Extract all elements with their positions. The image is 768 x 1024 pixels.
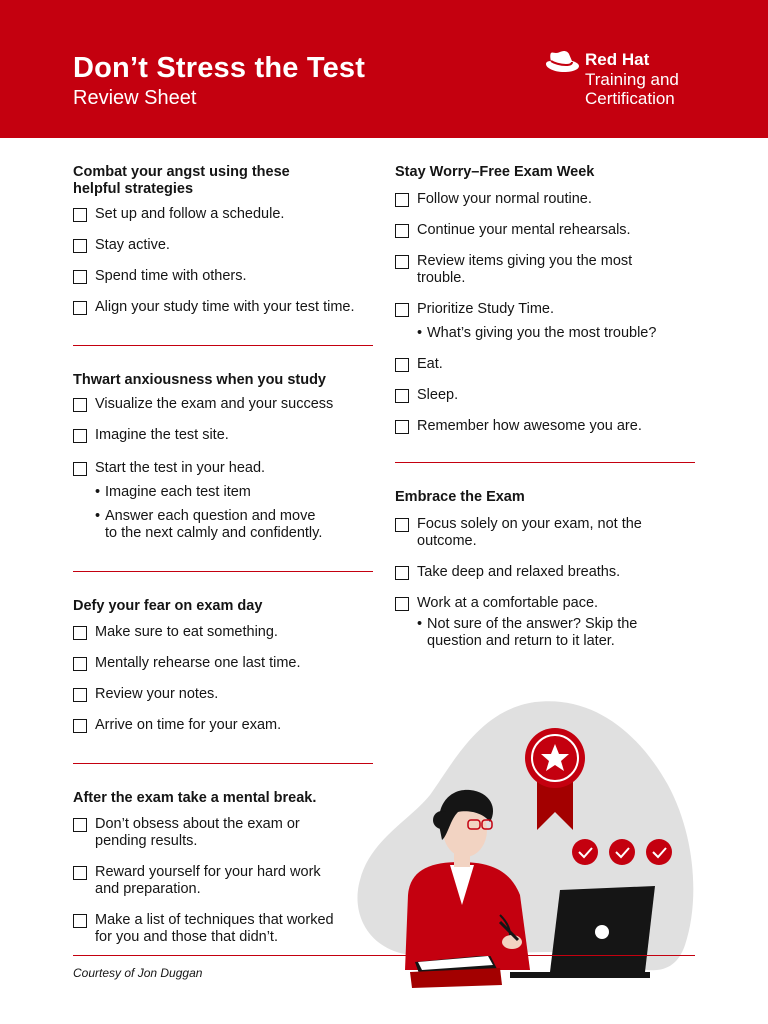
- checklist-item-label: for you and those that didn’t.: [95, 929, 278, 945]
- section-heading: [73, 164, 373, 198]
- section-heading-line: helpful strategies: [73, 181, 194, 197]
- checklist-item-label: Prioritize Study Time.: [417, 301, 554, 317]
- sub-item: [395, 616, 695, 650]
- section-combat-angst: [73, 164, 373, 316]
- checkbox[interactable]: [73, 866, 87, 880]
- checklist-item-label: Don’t obsess about the exam or: [95, 816, 300, 832]
- bullet-icon: •: [417, 616, 423, 632]
- section-divider: [73, 345, 373, 346]
- checkbox[interactable]: [73, 688, 87, 702]
- checkmark-icon: [646, 839, 672, 865]
- checkbox[interactable]: [395, 358, 409, 372]
- checkbox[interactable]: [73, 239, 87, 253]
- checklist-item: [73, 427, 373, 444]
- courtesy-credit: Courtesy of Jon Duggan: [73, 966, 203, 980]
- checklist-item: [73, 717, 373, 734]
- section-heading: Defy your fear on exam day: [73, 598, 263, 614]
- section-heading: Embrace the Exam: [395, 489, 525, 505]
- checklist-item: [73, 912, 373, 946]
- page-subtitle: Review Sheet: [73, 87, 197, 109]
- checkmark-icon: [572, 839, 598, 865]
- checkbox[interactable]: [395, 389, 409, 403]
- checklist-item: [73, 655, 373, 672]
- checklist-item: [395, 595, 695, 612]
- checkbox[interactable]: [395, 224, 409, 238]
- checkbox[interactable]: [73, 914, 87, 928]
- checkbox[interactable]: [73, 719, 87, 733]
- checkbox[interactable]: [73, 208, 87, 222]
- checklist-item-label: Stay active.: [95, 237, 170, 253]
- checklist-item-label: Start the test in your head.: [95, 460, 266, 476]
- checklist-item-label: Arrive on time for your exam.: [95, 717, 282, 733]
- checklist-item-label: Sleep.: [417, 387, 459, 403]
- section-thwart-anxiousness: [73, 372, 373, 542]
- checkbox[interactable]: [73, 398, 87, 412]
- section-heading: Thwart anxiousness when you study: [73, 372, 326, 388]
- page-title: Don’t Stress the Test: [73, 52, 366, 84]
- header-banner: [0, 0, 768, 138]
- checklist-item-label: Align your study time with your test time.: [95, 299, 355, 315]
- checklist-item-label: Follow your normal routine.: [417, 191, 592, 207]
- checklist-item: [73, 624, 373, 641]
- checklist-item-label: Mentally rehearse one last time.: [95, 655, 301, 671]
- checkbox[interactable]: [395, 255, 409, 269]
- checklist-item: [73, 686, 373, 703]
- checklist-item: [395, 356, 695, 373]
- checkbox[interactable]: [73, 301, 87, 315]
- checkbox[interactable]: [73, 818, 87, 832]
- checklist-item: [73, 460, 373, 477]
- checklist-item: [73, 206, 373, 223]
- checklist-item: [73, 816, 373, 850]
- checkbox[interactable]: [395, 518, 409, 532]
- checkbox[interactable]: [73, 429, 87, 443]
- footer-divider: [73, 955, 695, 956]
- checklist-item-label: Imagine the test site.: [95, 427, 229, 443]
- section-mental-break: [73, 790, 373, 946]
- checklist-item-label: outcome.: [417, 533, 477, 549]
- section-divider: [73, 763, 373, 764]
- checklist-item-label: Review your notes.: [95, 686, 219, 702]
- checklist-item: [395, 301, 695, 318]
- checklist-item-label: pending results.: [95, 833, 198, 849]
- checklist-item: [73, 268, 373, 285]
- right-column: [395, 164, 695, 650]
- checklist-item-label: Visualize the exam and your success: [95, 396, 334, 412]
- sub-item-label: to the next calmly and confidently.: [105, 525, 323, 541]
- sub-item: [395, 325, 695, 342]
- checklist-item: [73, 864, 373, 898]
- checklist-item: [395, 222, 695, 239]
- section-worry-free-week: [395, 164, 695, 435]
- checklist-item-label: Continue your mental rehearsals.: [417, 222, 631, 238]
- checklist-item: [395, 418, 695, 435]
- checklist-item-label: Work at a comfortable pace.: [417, 595, 599, 611]
- bullet-icon: •: [95, 508, 101, 524]
- section-divider: [73, 571, 373, 572]
- checklist-item: [395, 191, 695, 208]
- checkbox[interactable]: [395, 597, 409, 611]
- checkbox[interactable]: [73, 626, 87, 640]
- bullet-icon: •: [417, 325, 423, 341]
- checklist-item: [73, 237, 373, 254]
- checklist-item-label: Make sure to eat something.: [95, 624, 278, 640]
- logo-tagline-line-2: Certification: [585, 89, 675, 108]
- section-heading-line: Combat your angst using these: [73, 164, 290, 180]
- checklist-item-label: Take deep and relaxed breaths.: [417, 564, 621, 580]
- checklist-item-label: Make a list of techniques that worked: [95, 912, 334, 928]
- sub-item-label: What’s giving you the most trouble?: [427, 325, 657, 341]
- left-column: [73, 164, 373, 946]
- checkbox[interactable]: [395, 420, 409, 434]
- bullet-icon: •: [95, 484, 101, 500]
- section-heading: After the exam take a mental break.: [73, 790, 317, 806]
- checklist-item-label: Eat.: [417, 356, 443, 372]
- sub-item-label: Not sure of the answer? Skip the: [427, 616, 638, 632]
- logo-tagline: [585, 70, 679, 108]
- checkbox[interactable]: [395, 193, 409, 207]
- checklist-item: [73, 299, 373, 316]
- checklist-item: [395, 564, 695, 581]
- sub-item-label: Imagine each test item: [105, 484, 251, 500]
- section-defy-fear: [73, 598, 373, 734]
- checklist-item-label: Set up and follow a schedule.: [95, 206, 285, 222]
- checklist-item: [395, 516, 695, 550]
- checklist-item: [395, 387, 695, 404]
- checklist-item-label: and preparation.: [95, 881, 201, 897]
- section-divider: [395, 462, 695, 463]
- checkbox[interactable]: [395, 303, 409, 317]
- checkmark-icon: [609, 839, 635, 865]
- checkbox[interactable]: [73, 270, 87, 284]
- checklist-item-label: Spend time with others.: [95, 268, 247, 284]
- sub-item: [73, 508, 373, 542]
- checkbox[interactable]: [73, 657, 87, 671]
- section-embrace-exam: [395, 489, 695, 650]
- checklist-item: [73, 396, 373, 413]
- sub-item-label: Answer each question and move: [105, 508, 316, 524]
- logo-brand: Red Hat: [585, 50, 650, 69]
- checklist-item-label: Focus solely on your exam, not the: [417, 516, 642, 532]
- checklist-item-label: Review items giving you the most: [417, 253, 633, 269]
- section-heading: Stay Worry–Free Exam Week: [395, 164, 595, 180]
- red-hat-fedora-icon: [544, 50, 580, 74]
- logo-tagline-line-1: Training and: [585, 70, 679, 89]
- sub-item-label: question and return to it later.: [427, 633, 615, 649]
- red-hat-logo: [544, 46, 744, 116]
- checklist-item-label: Reward yourself for your hard work: [95, 864, 321, 880]
- checklist-item-label: trouble.: [417, 270, 466, 286]
- checkbox[interactable]: [395, 566, 409, 580]
- sub-item: [73, 484, 373, 501]
- checklist-item-label: Remember how awesome you are.: [417, 418, 642, 434]
- checklist-item: [395, 253, 695, 287]
- checkbox[interactable]: [73, 462, 87, 476]
